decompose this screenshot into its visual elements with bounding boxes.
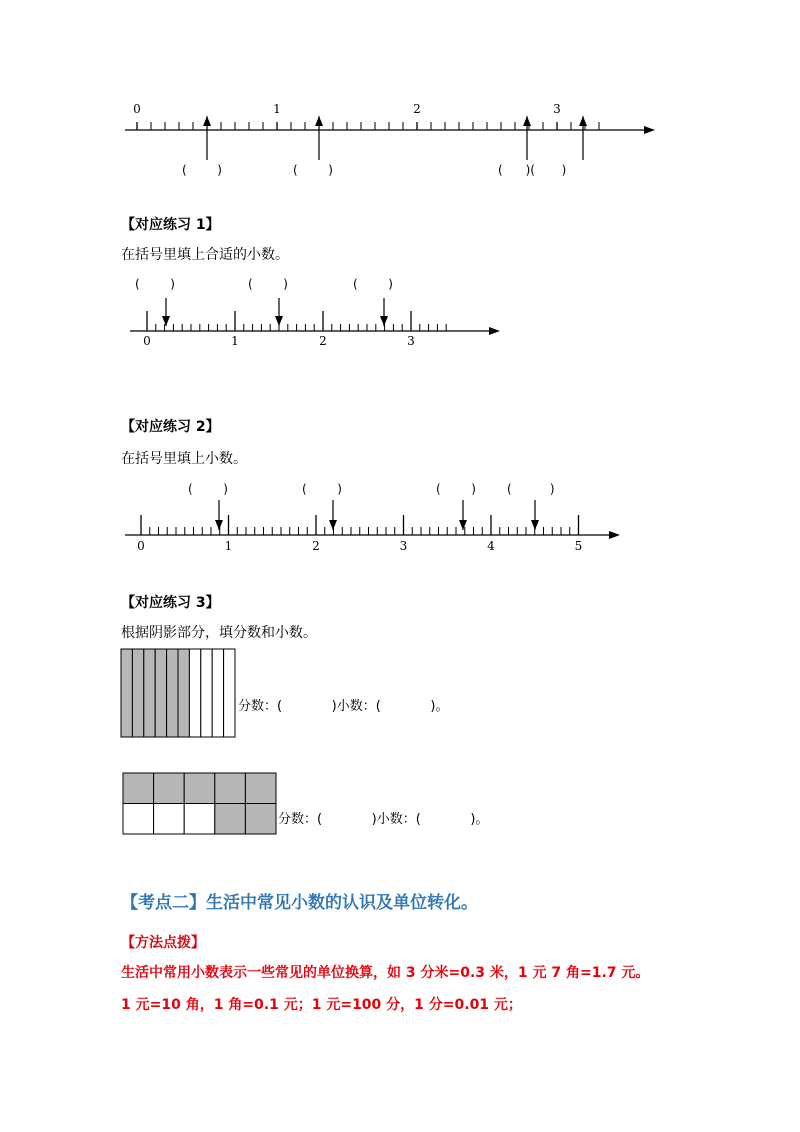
method-line-2: 1 元=10 角，1 角=0.1 元；1 元=100 分，1 分=0.01 元；	[121, 997, 522, 1013]
answer-blank: ( )	[302, 482, 342, 496]
shaded-cell	[245, 804, 276, 835]
practice2-heading: 【对应练习 2】	[121, 419, 220, 435]
tick-label: 4	[487, 539, 495, 553]
tick-label: 5	[574, 539, 583, 553]
tick-label: 0	[143, 334, 151, 348]
section2-title: 【考点二】生活中常见小数的认识及单位转化。	[121, 893, 478, 913]
answer-blank: ( )	[293, 163, 333, 177]
tick-label: 0	[137, 539, 145, 553]
tick-label: 2	[319, 334, 327, 348]
shaded-cell	[184, 773, 215, 804]
shaded-cell	[215, 773, 246, 804]
tick-label: 3	[407, 334, 415, 348]
tick-label: 3	[553, 102, 561, 116]
blank-cell	[154, 804, 185, 835]
practice1-instruction: 在括号里填上合适的小数。	[121, 247, 289, 263]
tick-label: 1	[224, 539, 233, 553]
practice2-instruction: 在括号里填上小数。	[121, 451, 247, 467]
answer-blank: ( )	[182, 163, 222, 177]
tick-label: 0	[133, 102, 141, 116]
shaded-cell	[245, 773, 276, 804]
shaded-cell	[154, 773, 185, 804]
tick-label: 2	[413, 102, 421, 116]
method-label: 【方法点拨】	[121, 935, 205, 951]
answer-blank: ( )	[353, 277, 393, 291]
practice3-instruction: 根据阴影部分，填分数和小数。	[121, 625, 317, 641]
answer-blank: ( )	[436, 482, 476, 496]
tick-label: 1	[231, 334, 239, 348]
practice3-heading: 【对应练习 3】	[121, 595, 220, 611]
blank-cell	[184, 804, 215, 835]
method-line-1: 生活中常用小数表示一些常见的单位换算，如 3 分米=0.3 米，1 元 7 角=1.7 元。	[121, 965, 650, 981]
answer-blank: ( )( )	[498, 163, 567, 177]
answer-blank: ( )	[507, 482, 555, 496]
shaded-cell	[123, 773, 154, 804]
blank-cell	[123, 804, 154, 835]
shaded-cell	[215, 804, 246, 835]
answer-blank: ( )	[248, 277, 288, 291]
tick-label: 3	[399, 539, 408, 553]
practice1-heading: 【对应练习 1】	[121, 217, 220, 233]
answer-blank: ( )	[188, 482, 228, 496]
answer-line-1: 分数：( )小数：( )。	[238, 699, 449, 714]
tick-label: 1	[273, 102, 281, 116]
tick-label: 2	[312, 539, 320, 553]
answer-line-2: 分数：( )小数：( )。	[278, 812, 489, 827]
answer-blank: ( )	[135, 277, 175, 291]
